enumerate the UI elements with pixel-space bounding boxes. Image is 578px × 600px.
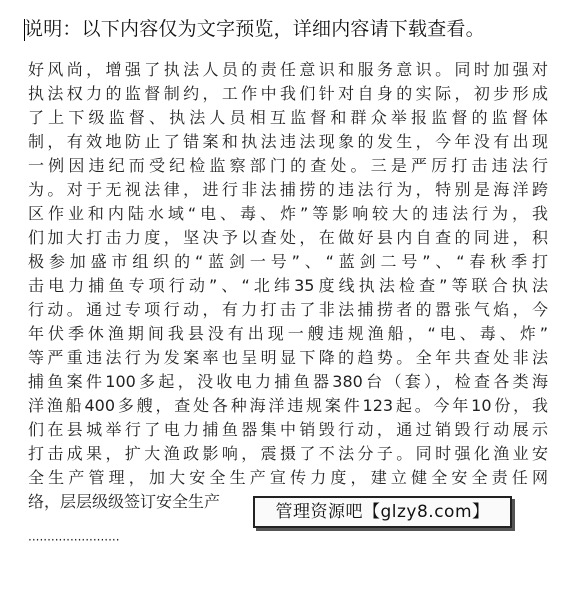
body-line: 打击成果，扩大渔政影响，震摄了不法分子。同时强化渔业安 — [28, 444, 548, 463]
body-line: 了上下级监督、执法人员相互监督和群众举报监督的监督体 — [28, 108, 548, 127]
body-line: 好风尚，增强了执法人员的责任意识和服务意识。同时加强对 — [28, 60, 548, 79]
body-line: 们在县城举行了电力捕鱼器集中销毁行动，通过销毁行动展示 — [28, 420, 548, 439]
body-line: 全生产管理，加大安全生产宣传力度，建立健全安全责任网 — [28, 468, 548, 487]
body-line: 洋渔船400多艘，查处各种海洋违规案件123起。今年10份，我 — [28, 396, 548, 415]
body-line: 行动。通过专项行动，有力打击了非法捕捞者的嚣张气焰，今 — [28, 300, 548, 319]
truncation-ellipsis: ························ — [28, 533, 120, 547]
body-line: 击电力捕鱼专项行动”、“北纬35度线执法检查”等联合执法 — [28, 276, 548, 295]
body-line: 年伏季休渔期间我县没有出现一艘违规渔船，“电、毒、炸” — [28, 324, 548, 343]
preview-body — [28, 58, 548, 514]
body-line: 们加大打击力度，坚决予以查处，在做好县内自查的同进，积 — [28, 228, 548, 247]
body-line: 络，层层级级签订安全生产 — [28, 492, 221, 511]
body-line: 为。对于无视法律，进行非法捕捞的违法行为，特别是海洋跨 — [28, 180, 548, 199]
body-line: 捕鱼案件100多起，没收电力捕鱼器380台（套），检查各类海 — [28, 372, 548, 391]
preview-notice: 说明：以下内容仅为文字预览，详细内容请下载查看。 — [24, 18, 485, 40]
body-line: 一例因违纪而受纪检监察部门的查处。三是严厉打击违法行 — [28, 156, 548, 175]
body-line: 执法权力的监督制约，工作中我们针对自身的实际，初步形成 — [28, 84, 548, 103]
body-line: 极参加盛市组织的“蓝剑一号”、“蓝剑二号”、“春秋季打 — [28, 252, 548, 271]
body-line: 等严重违法行为发案率也呈明显下降的趋势。全年共查处非法 — [28, 348, 548, 367]
body-line: 制，有效地防止了错案和执法违法现象的发生，今年没有出现 — [28, 132, 548, 151]
site-watermark-badge: 管理资源吧【glzy8.com】 — [253, 496, 512, 528]
body-line: 区作业和内陆水域“电、毒、炸”等影响较大的违法行为，我 — [28, 204, 548, 223]
